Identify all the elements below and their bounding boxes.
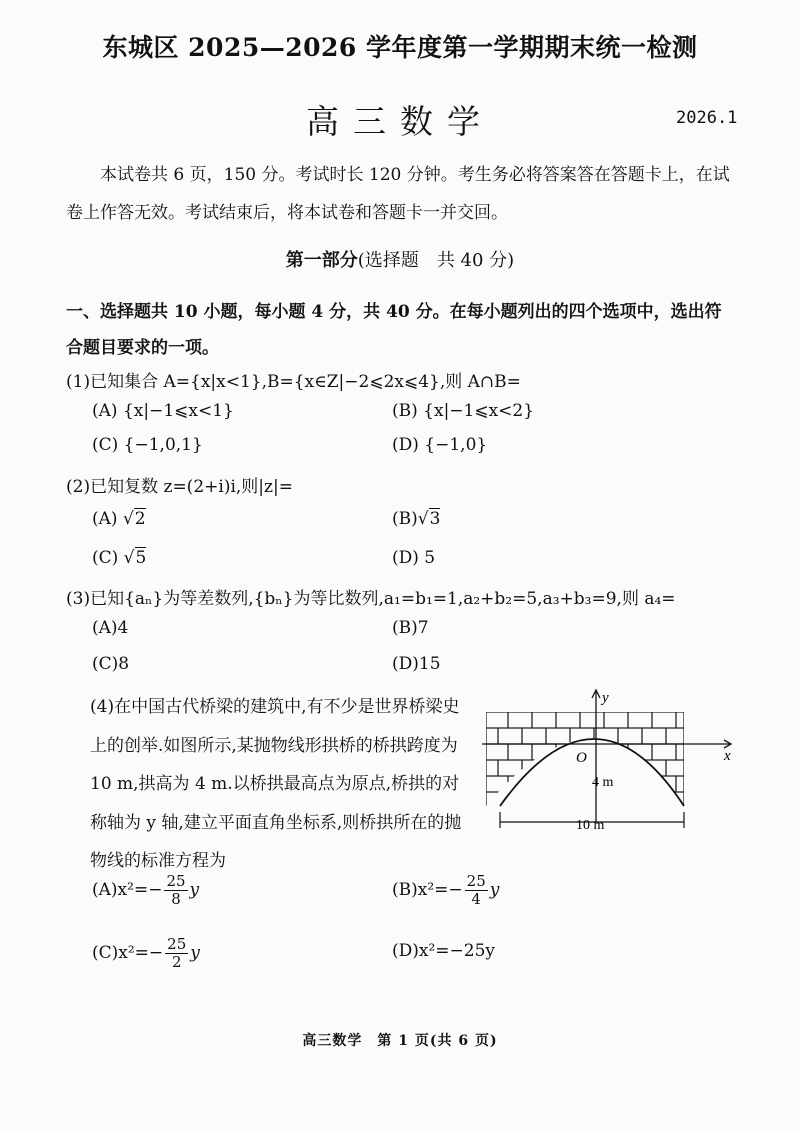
option-prefix: (B)x²=− xyxy=(392,880,463,900)
denominator: 2 xyxy=(171,953,182,971)
question-4-option-c xyxy=(92,936,200,971)
question-1-option-c: (C) {−1,0,1} xyxy=(92,435,203,455)
page-footer: 高三数学 第 1 页(共 6 页) xyxy=(302,1033,498,1049)
exam-notice: 本试卷共 6 页，150 分。考试时长 120 分钟。考生务必将答案答在答题卡上，在试卷上作答无效。考试结束后，将本试卷和答题卡一并交回。 xyxy=(66,165,730,223)
numerator: 25 xyxy=(466,872,486,890)
fraction xyxy=(164,873,187,908)
bridge-arch-figure xyxy=(478,686,740,836)
height-label: 4 m xyxy=(592,775,614,790)
question-1-stem: (1)已知集合 A={x|x<1},B={x∈Z|−2⩽2x⩽4},则 A∩B= xyxy=(66,372,521,392)
question-2-option-d: (D) 5 xyxy=(392,548,436,568)
numerator: 25 xyxy=(167,935,187,953)
part-one-title: 第一部分 xyxy=(285,250,358,271)
option-label: (A) xyxy=(92,509,118,529)
question-4-option-d: (D)x²=−25y xyxy=(392,941,496,961)
question-3-stem: (3)已知{aₙ}为等差数列,{bₙ}为等比数列,a₁=b₁=1,a₂+b₂=5,a₃+b₃=9,则 a₄= xyxy=(66,589,676,609)
question-3-option-b: (B)7 xyxy=(392,618,429,638)
part-one-heading xyxy=(0,246,800,272)
question-2-option-a: (A) √2 xyxy=(92,509,146,529)
parabola-arch xyxy=(500,739,684,806)
span-label: 10 m xyxy=(576,818,605,833)
denominator: 8 xyxy=(171,890,181,908)
radicand: 5 xyxy=(135,548,147,568)
subject-title: 高三数学 xyxy=(306,102,494,141)
question-4-stem: (4)在中国古代桥梁的建筑中,有不少是世界桥梁史上的创举.如图所示,某抛物线形拱桥的桥拱跨度为 10 m,拱高为 4 m.以桥拱最高点为原点,桥拱的对称轴为 y 轴,建立平面直角坐标系,则桥拱所在的抛物线的标准方程为 xyxy=(90,697,462,871)
option-prefix: (C)x²=− xyxy=(92,943,164,963)
radicand: 2 xyxy=(134,509,146,529)
question-4-option-a xyxy=(92,873,199,908)
question-1-option-b: (B) {x|−1⩽x<2} xyxy=(392,401,535,421)
numerator: 25 xyxy=(166,872,186,890)
origin-label: O xyxy=(576,750,587,766)
fraction xyxy=(165,936,188,971)
question-1-option-d: (D) {−1,0} xyxy=(392,435,488,455)
question-3-option-a: (A)4 xyxy=(92,618,129,638)
section-one-instructions: 一、选择题共 10 小题，每小题 4 分，共 40 分。在每小题列出的四个选项中，选出符合题目要求的一项。 xyxy=(66,302,722,358)
option-suffix: y xyxy=(190,943,200,963)
question-3-option-c: (C)8 xyxy=(92,654,130,674)
part-one-subtitle: (选择题 共 40 分) xyxy=(357,250,515,271)
question-2-stem: (2)已知复数 z=(2+i)i,则|z|= xyxy=(66,477,293,497)
question-1-option-a: (A) {x|−1⩽x<1} xyxy=(92,401,234,421)
question-4-option-b xyxy=(392,873,499,908)
exam-title: 东城区 2025—2026 学年度第一学期期末统一检测 xyxy=(102,33,698,62)
option-label: (C) xyxy=(92,548,119,568)
question-2-option-b: (B)√3 xyxy=(392,509,441,529)
y-axis-label: y xyxy=(602,690,609,706)
x-axis-label: x xyxy=(724,748,731,764)
denominator: 4 xyxy=(471,890,481,908)
fraction xyxy=(465,873,488,908)
question-3-option-d: (D)15 xyxy=(392,654,441,674)
option-label: (B) xyxy=(392,509,418,529)
option-suffix: y xyxy=(189,880,200,900)
question-2-option-c: (C) √5 xyxy=(92,548,147,568)
option-suffix: y xyxy=(489,880,500,900)
exam-date: 2026.1 xyxy=(676,108,738,128)
option-prefix: (A)x²=− xyxy=(92,880,163,900)
radicand: 3 xyxy=(429,509,441,529)
